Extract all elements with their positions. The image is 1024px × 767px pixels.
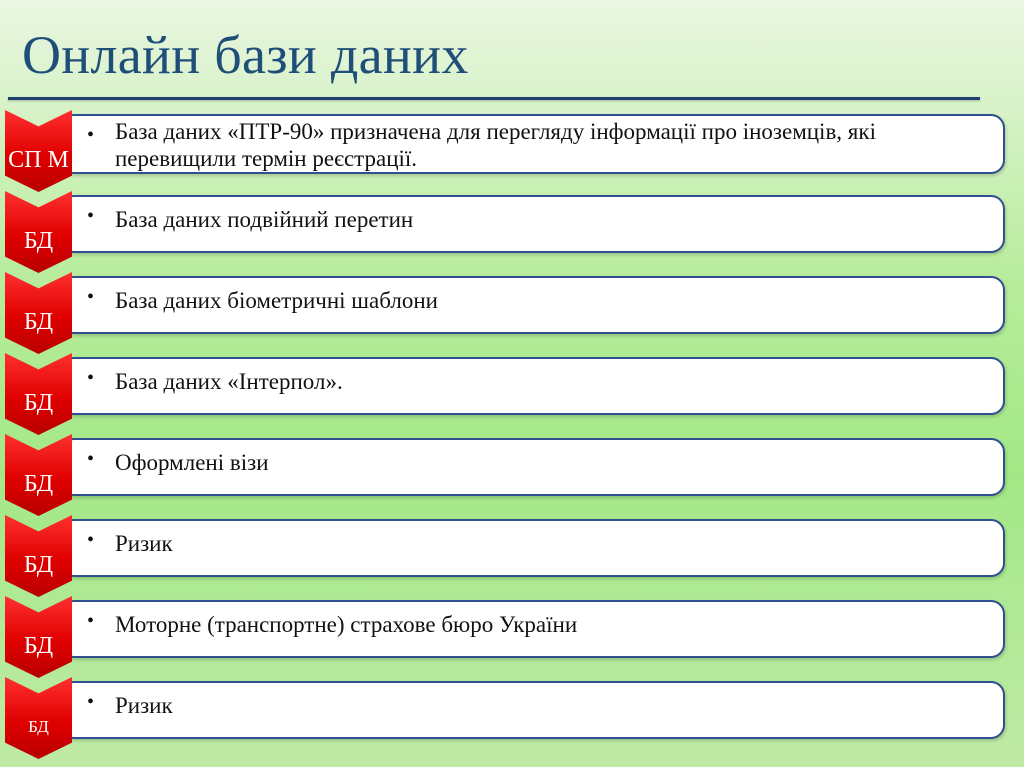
list-item — [0, 110, 1024, 178]
bullet-icon: • — [87, 367, 95, 389]
bullet-icon: • — [87, 205, 95, 227]
bullet-icon: • — [87, 124, 95, 146]
row-box — [60, 600, 1005, 658]
row-text: Оформлені візи — [115, 450, 269, 475]
bullet-icon: • — [87, 286, 95, 308]
row-box — [60, 438, 1005, 496]
list-item — [0, 353, 1024, 421]
row-tag: СП М — [8, 146, 69, 173]
row-text: База даних подвійний перетин — [115, 207, 414, 232]
row-box — [60, 276, 1005, 334]
row-box — [60, 195, 1005, 253]
row-text: База даних біометричні шаблони — [115, 288, 438, 313]
row-tag: БД — [23, 227, 54, 254]
row-tag: БД — [23, 551, 54, 578]
list-item — [0, 191, 1024, 259]
row-tag: БД — [23, 308, 54, 335]
list-item — [0, 272, 1024, 340]
row-text: База даних «Інтерпол». — [115, 369, 343, 394]
row-box — [60, 114, 1005, 174]
row-box — [60, 357, 1005, 415]
row-text: Ризик — [115, 693, 173, 718]
row-tag: БД — [23, 470, 54, 497]
row-text: Моторне (транспортне) страхове бюро України — [115, 612, 578, 637]
page-title: Онлайн бази даних — [22, 25, 469, 85]
list-item — [0, 596, 1024, 664]
bullet-icon: • — [87, 610, 95, 632]
row-tag: БД — [23, 389, 54, 416]
list-item — [0, 515, 1024, 583]
row-tag: БД — [28, 716, 49, 736]
list-item — [0, 677, 1024, 745]
title-divider — [8, 97, 980, 100]
bullet-icon: • — [87, 691, 95, 713]
bullet-icon: • — [87, 529, 95, 551]
row-text: Ризик — [115, 531, 173, 556]
row-text: База даних «ПТР-90» призначена для перегляду інформації про іноземців, які перевищили термін реєстрації. — [115, 119, 876, 172]
row-box — [60, 681, 1005, 739]
row-box — [60, 519, 1005, 577]
row-tag: БД — [23, 632, 54, 659]
bullet-icon: • — [87, 448, 95, 470]
list-item — [0, 434, 1024, 502]
